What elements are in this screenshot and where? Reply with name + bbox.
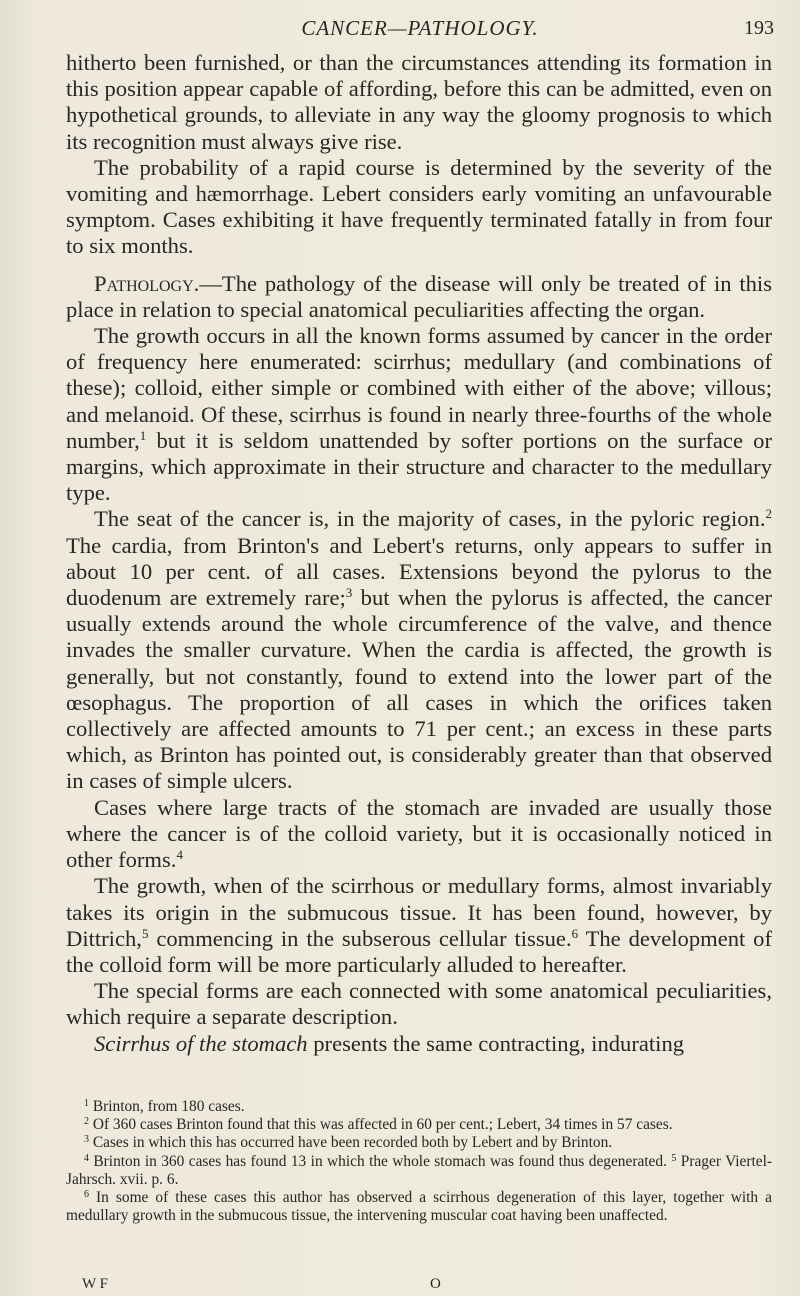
footnote-ref-5: 5 xyxy=(141,925,149,941)
seat-text-c: but when the pylorus is affected, the cancer usually extends around the whole circumference of the valve, and thence invades the smaller curvature. When the cardia is affected, the growth is generally, but not constantly, found to extend into the lower part of the œsophagus. The proportion of all cases in which the orifices taken collectively are affected amounts to 71 per cent.; an excess in these parts which, as Brinton has pointed out, is considerably greater than that observed in cases of simple ulcers. xyxy=(66,585,772,794)
footnote-ref-4: 4 xyxy=(176,847,183,863)
origin-text-b: commencing in the subserous cellular tissue. xyxy=(148,925,572,951)
section-heading-pathology: Pathology. xyxy=(94,270,200,296)
scirrhus-heading: Scirrhus of the stomach xyxy=(94,1030,308,1056)
forms-text-b: but it is seldom unattended by softer portions on the surface or margins, which approximate in their structure and character to the medullary type. xyxy=(66,427,772,506)
paragraph-1: hitherto been furnished, or than the circumstances attending its formation in this position appear capable of affording, before this can be admitted, even on hypothetical grounds, to alleviate in any way the gloomy prognosis to which its recognition must always give rise. xyxy=(66,50,772,154)
seat-text-b: The cardia, from Brinton's and Lebert's returns, only appears to suffer in about 10 per cent. of all cases. Extensions beyond the pylorus to the duodenum are extremely rare; xyxy=(66,532,772,611)
footnote-mark-6: 6 xyxy=(84,1189,89,1201)
footnote-ref-2: 2 xyxy=(765,506,772,522)
body-text xyxy=(66,50,772,1057)
footnote-text-6: In some of these cases this author has observed a scirrhous degeneration of this layer, together with a medullary growth in the submucous tissue, the intervening muscular coat having been unaffected. xyxy=(66,1189,772,1225)
origin-text-a: The growth, when of the scirrhous or medullary forms, almost invariably takes its origin in the submucous tissue. It has been found, however, by Dittrich, xyxy=(66,873,772,951)
paragraph-scirrhus xyxy=(66,1031,772,1057)
scirrhus-text: presents the same contracting, indurating xyxy=(307,1030,685,1056)
footnotes xyxy=(66,1098,772,1225)
paragraph-large-tracts xyxy=(66,795,772,874)
signature-mark: W F xyxy=(82,1276,108,1292)
footnote-mark-1: 1 xyxy=(84,1098,89,1109)
paragraph-pathology xyxy=(66,271,772,323)
footnote-mark-3: 3 xyxy=(84,1134,89,1146)
footnote-4 xyxy=(66,1153,772,1189)
running-head: CANCER—PATHOLOGY. xyxy=(301,16,539,40)
footnote-text-1: Brinton, from 180 cases. xyxy=(89,1098,245,1115)
footnote-ref-6: 6 xyxy=(571,925,579,941)
page-header xyxy=(66,14,774,44)
large-tracts-text: Cases where large tracts of the stomach are invaded are usually those where the cancer is of the colloid variety, but it is occasionally noticed in other forms. xyxy=(66,794,772,873)
paragraph-special-forms: The special forms are each connected with some anatomical peculiarities, which require a separate description. xyxy=(66,978,772,1030)
footnote-text-4: Brinton in 360 cases has found 13 in which the whole stomach was found thus degenerated. xyxy=(89,1152,667,1170)
footnote-ref-3: 3 xyxy=(345,585,353,601)
footnote-text-3: Cases in which this has occurred have been recorded both by Lebert and by Brinton. xyxy=(89,1134,613,1152)
footnote-text-5: Prager Viertel-Jahrsch. xvii. p. 6. xyxy=(66,1152,773,1188)
footnote-mark-2: 2 xyxy=(84,1116,89,1128)
footnote-2 xyxy=(66,1116,772,1134)
footnote-3 xyxy=(66,1134,772,1152)
page-number: 193 xyxy=(744,17,774,39)
seat-text-a: The seat of the cancer is, in the majority of cases, in the pyloric region. xyxy=(94,506,766,532)
footnote-6 xyxy=(66,1189,772,1225)
paragraph-forms xyxy=(66,323,772,506)
forms-text-a: The growth occurs in all the known forms assumed by cancer in the order of frequency here enumerated: scirrhus; medullary (and combinations of these); colloid, either simple or combined with either of the above; villous; and melanoid. Of these, scirrhus is found in nearly three-fourths of the whole number, xyxy=(66,323,772,453)
footnote-ref-1: 1 xyxy=(139,427,147,443)
pathology-text: —The pathology of the disease will only be treated of in this place in relation to special anatomical peculiarities affecting the organ. xyxy=(66,270,772,322)
footnote-1 xyxy=(66,1098,772,1116)
footnote-mark-4: 4 xyxy=(84,1152,89,1164)
paragraph-origin xyxy=(66,873,772,978)
origin-text-c: The development of the colloid form will be more particularly alluded to hereafter. xyxy=(66,925,773,977)
paragraph-2: The probability of a rapid course is determined by the severity of the vomiting and hæmorrhage. Lebert considers early vomiting an unfavourable symptom. Cases exhibiting it have frequently terminated fatally in from four to six months. xyxy=(66,154,772,259)
signature-letter: O xyxy=(430,1276,441,1292)
footnote-text-2: Of 360 cases Brinton found that this was affected in 60 per cent.; Lebert, 34 times in 57 cases. xyxy=(89,1116,673,1134)
footnote-mark-5: 5 xyxy=(671,1152,677,1164)
paragraph-seat xyxy=(66,506,772,794)
